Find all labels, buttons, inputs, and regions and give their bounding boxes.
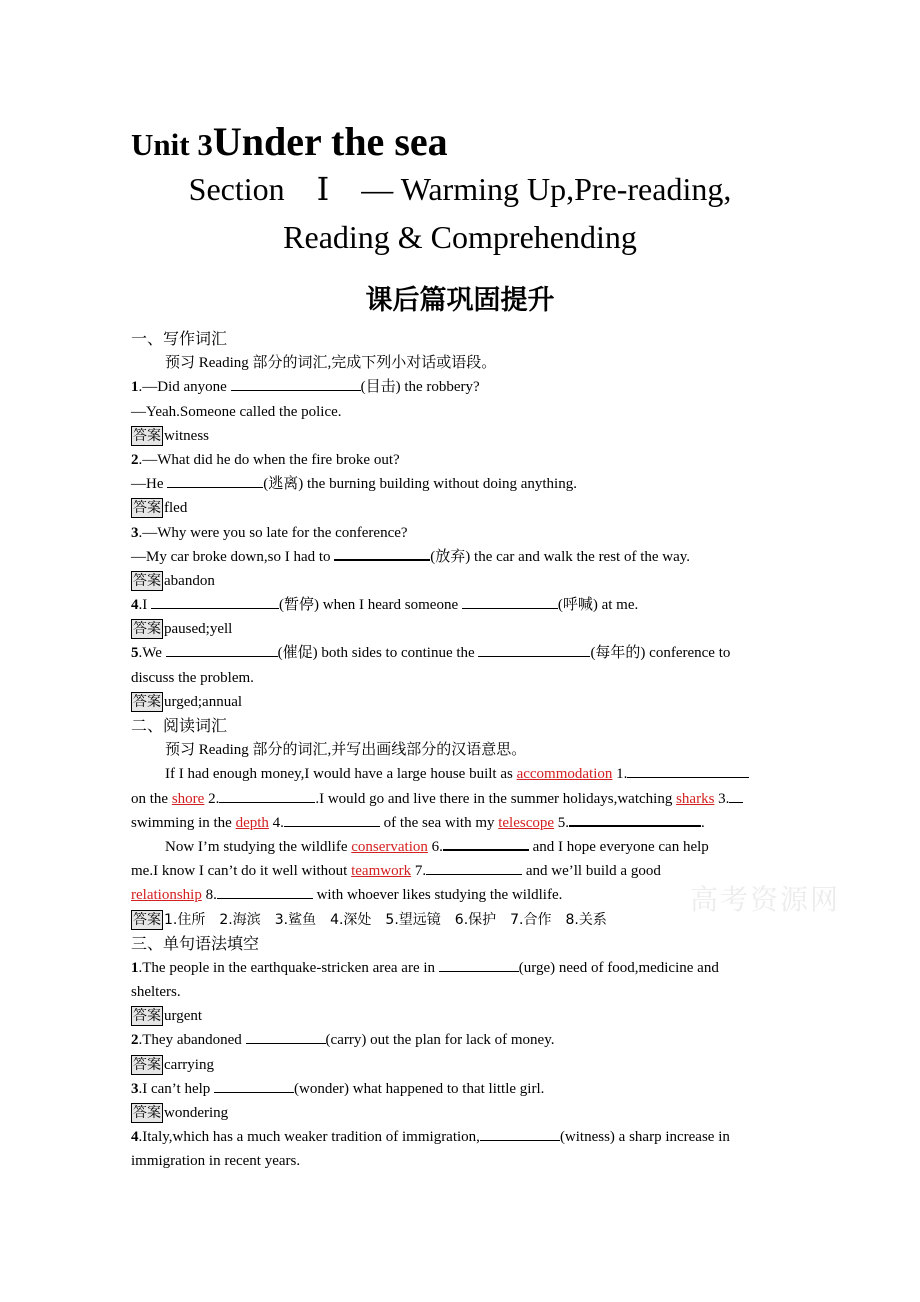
passage-line-1: If I had enough money,I would have a large house built as accommodation 1. [131,762,791,786]
answer-blank [627,763,749,778]
answer-blank [480,1126,560,1141]
question-1-2-line2: —He (逃离) the burning building without doing anything. [131,472,791,496]
answer-blank [284,812,380,827]
question-1-1-line2: —Yeah.Someone called the police. [131,403,342,420]
underlined-word: teamwork [351,863,412,880]
passage-line-5: me.I know I can’t do it well without teamwork 7. and we’ll build a good [131,859,791,883]
answer-2: 答案 1.住所 2.海滨 3.鲨鱼 4.深处 5.望远镜 6.保护 7.合作 8.关系 [133,911,607,928]
underlined-word: telescope [498,814,555,831]
question-3-4-line2: immigration in recent years. [131,1153,301,1170]
answer-label: 答案 [133,621,161,638]
answer-blank [443,835,529,851]
underlined-word: relationship [131,887,202,904]
answer-blank [462,594,558,609]
part1-heading: 一、写作词汇 [131,329,228,348]
underlined-word: shore [171,790,205,807]
passage-line-6: relationship 8. with whoever likes studying the wildlife. [131,883,791,907]
answer-label: 答案 [133,1056,161,1073]
part2-instruction: 预习 Reading 部分的词汇,并写出画线部分的汉语意思。 [165,742,527,759]
unit-name: Under the sea [212,119,448,164]
answer-blank [426,860,522,875]
section-title-line1: Section Ⅰ — Warming Up,Pre-reading, [188,171,732,207]
part1-instruction: 预习 Reading 部分的词汇,完成下列小对话或语段。 [165,355,497,372]
answer-1-3: 答案 abandon [133,572,215,589]
question-3-1: 1.The people in the earthquake-stricken area are in (urge) need of food,medicine and [131,956,791,980]
answer-3-3: 答案 wondering [133,1105,229,1121]
answer-blank [214,1078,294,1093]
underlined-word: accommodation [516,766,613,783]
question-3-4: 4.Italy,which has a much weaker tradition of immigration, (witness) a sharp increase in [131,1125,791,1149]
unit-title [131,118,448,165]
watermark: 高考资源网 [690,883,841,916]
answer-blank [569,811,701,827]
answer-label: 答案 [133,572,161,589]
question-1-2: 2.—What did he do when the fire broke out? [131,451,400,468]
answer-blank [246,1029,326,1044]
underlined-word: sharks [676,790,715,807]
answer-blank [439,957,519,972]
answer-blank [151,594,279,609]
answer-blank [166,642,278,657]
answer-1-5: 答案 urged;annual [133,693,243,710]
question-1-1: 1.—Did anyone (目击) the robbery? [131,375,791,399]
answer-blank [217,884,313,899]
answer-blank [167,473,263,488]
answer-label: 答案 [133,1105,161,1121]
answer-label: 答案 [133,911,161,928]
unit-number: Unit 3 [131,127,213,162]
question-1-3-line2: —My car broke down,so I had to (放弃) the car and walk the rest of the way. [131,545,791,569]
question-1-5-line2: discuss the problem. [131,669,254,686]
part2-heading: 二、阅读词汇 [131,716,228,735]
answer-3-1: 答案 urgent [133,1008,203,1025]
underlined-word: conservation [351,838,428,855]
answer-label: 答案 [133,1008,161,1025]
passage-line-4: Now I’m studying the wildlife conservation 6. and I hope everyone can help [131,835,791,859]
question-3-3: 3.I can’t help (wonder) what happened to that little girl. [131,1077,791,1101]
question-3-1-line2: shelters. [131,984,181,1001]
subtitle: 课后篇巩固提升 [365,285,555,316]
question-1-4: 4.I (暂停) when I heard someone (呼喊) at me. [131,593,791,617]
question-1-3: 3.—Why were you so late for the conference? [131,524,408,541]
part3-heading: 三、单句语法填空 [131,933,260,953]
answer-blank [729,788,743,803]
exercise-content [131,327,791,1174]
answer-blank [478,642,590,657]
question-3-2: 2.They abandoned (carry) out the plan for lack of money. [131,1028,791,1052]
underlined-word: depth [235,814,269,831]
answer-3-2: 答案 carrying [133,1056,214,1073]
section-title [0,165,920,261]
section-title-line2: Reading & Comprehending [283,219,637,255]
passage-line-2: on the shore 2. .I would go and live there in the summer holidays,watching sharks 3. [131,787,791,811]
question-1-5: 5.We (催促) both sides to continue the (每年的) conference to [131,641,791,665]
answer-blank [334,545,430,561]
answer-1-2: 答案 fled [133,500,188,517]
answer-blank [231,376,361,391]
answer-label: 答案 [133,500,161,517]
answer-label: 答案 [133,427,161,444]
passage-line-3: swimming in the depth 4. of the sea with my telescope 5. . [131,811,791,835]
answer-label: 答案 [133,693,161,710]
answer-1-1: 答案 witness [133,427,209,444]
answer-1-4: 答案 paused;yell [133,621,233,638]
answer-blank [219,788,315,803]
